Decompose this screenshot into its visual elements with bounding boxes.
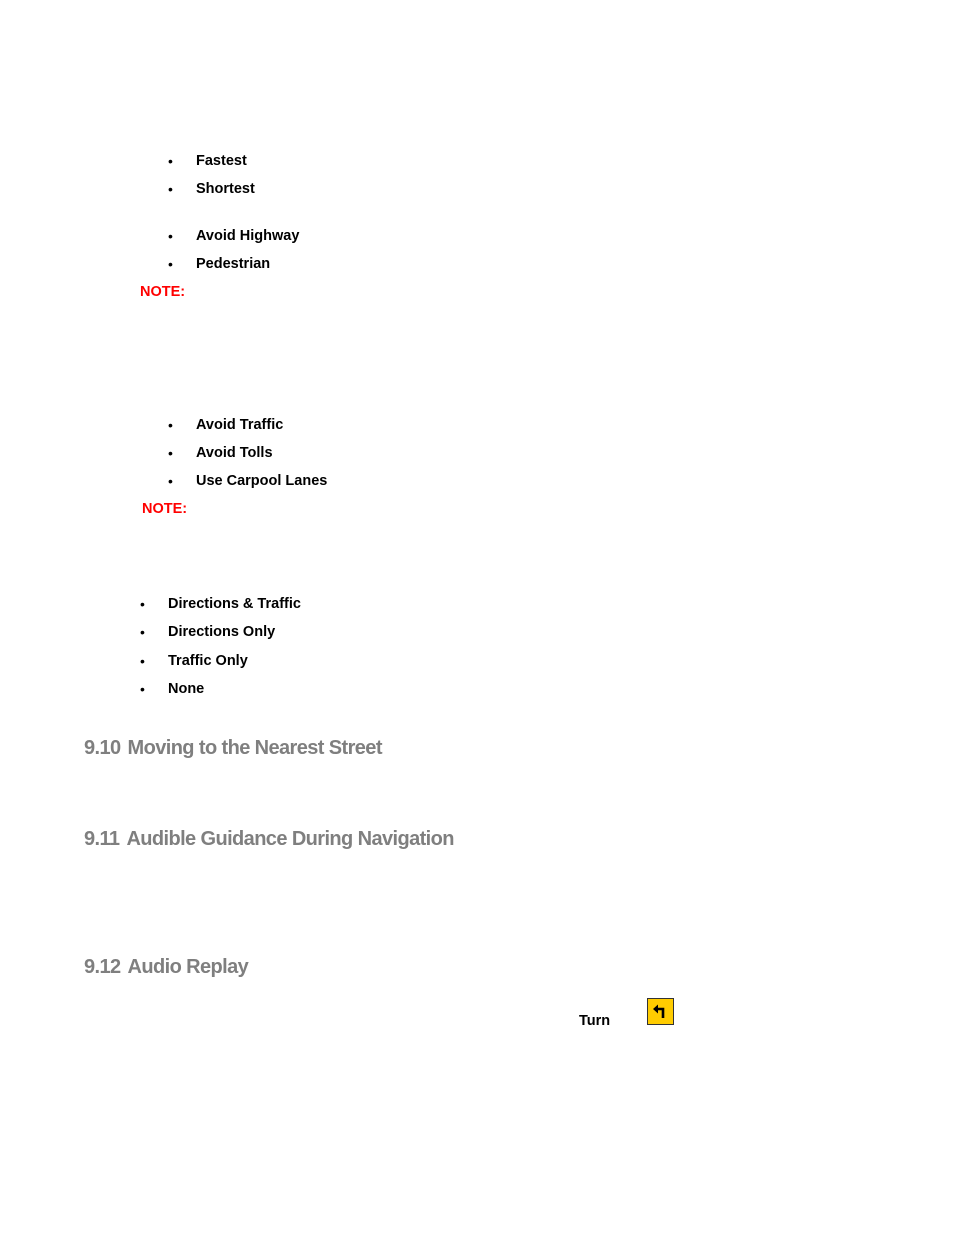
- list-item-shortest: [168, 180, 255, 198]
- list-item-fastest: [168, 152, 247, 170]
- list-item-directions-only: [140, 623, 276, 641]
- list-item-avoid-highway: [168, 227, 300, 245]
- section-heading-9-11: [84, 827, 454, 851]
- bullet-icon: •: [168, 445, 173, 461]
- list-item-label: Avoid Highway: [196, 228, 300, 244]
- list-item-avoid-tolls: [168, 444, 273, 462]
- bullet-icon: •: [168, 473, 173, 489]
- list-item-avoid-traffic: [168, 416, 284, 434]
- list-item-use-carpool-lanes: [168, 472, 328, 490]
- list-item-label: Directions Only: [168, 624, 276, 640]
- list-item-none: [140, 680, 205, 698]
- list-item-label: Pedestrian: [196, 256, 271, 272]
- bullet-icon: •: [168, 256, 173, 272]
- bullet-icon: •: [140, 624, 145, 640]
- list-item-label: Shortest: [196, 181, 255, 197]
- turn-left-arrow-icon: [647, 998, 674, 1025]
- turn-label: Turn: [579, 1013, 611, 1029]
- bullet-icon: •: [140, 596, 145, 612]
- list-item-label: Avoid Traffic: [196, 417, 284, 433]
- bullet-icon: •: [140, 681, 145, 697]
- section-title: Moving to the Nearest Street: [127, 737, 382, 759]
- note-label: NOTE:: [142, 501, 188, 517]
- section-number: 9.11: [84, 828, 120, 850]
- bullet-icon: •: [168, 228, 173, 244]
- list-item-directions-traffic: [140, 595, 301, 613]
- bullet-icon: •: [168, 181, 173, 197]
- section-title: Audio Replay: [127, 956, 249, 978]
- list-item-label: Traffic Only: [168, 653, 248, 669]
- list-item-pedestrian: [168, 255, 271, 273]
- list-item-label: Use Carpool Lanes: [196, 473, 328, 489]
- section-heading-9-10: [84, 736, 382, 760]
- section-title: Audible Guidance During Navigation: [126, 828, 454, 850]
- list-item-traffic-only: [140, 652, 248, 670]
- bullet-icon: •: [168, 417, 173, 433]
- list-item-label: Fastest: [196, 153, 247, 169]
- list-item-label: None: [168, 681, 205, 697]
- section-number: 9.10: [84, 737, 121, 759]
- section-heading-9-12: [84, 955, 248, 979]
- bullet-icon: •: [168, 153, 173, 169]
- list-item-label: Avoid Tolls: [196, 445, 273, 461]
- list-item-label: Directions & Traffic: [168, 596, 301, 612]
- bullet-icon: •: [140, 653, 145, 669]
- note-label: NOTE:: [140, 284, 186, 300]
- section-number: 9.12: [84, 956, 121, 978]
